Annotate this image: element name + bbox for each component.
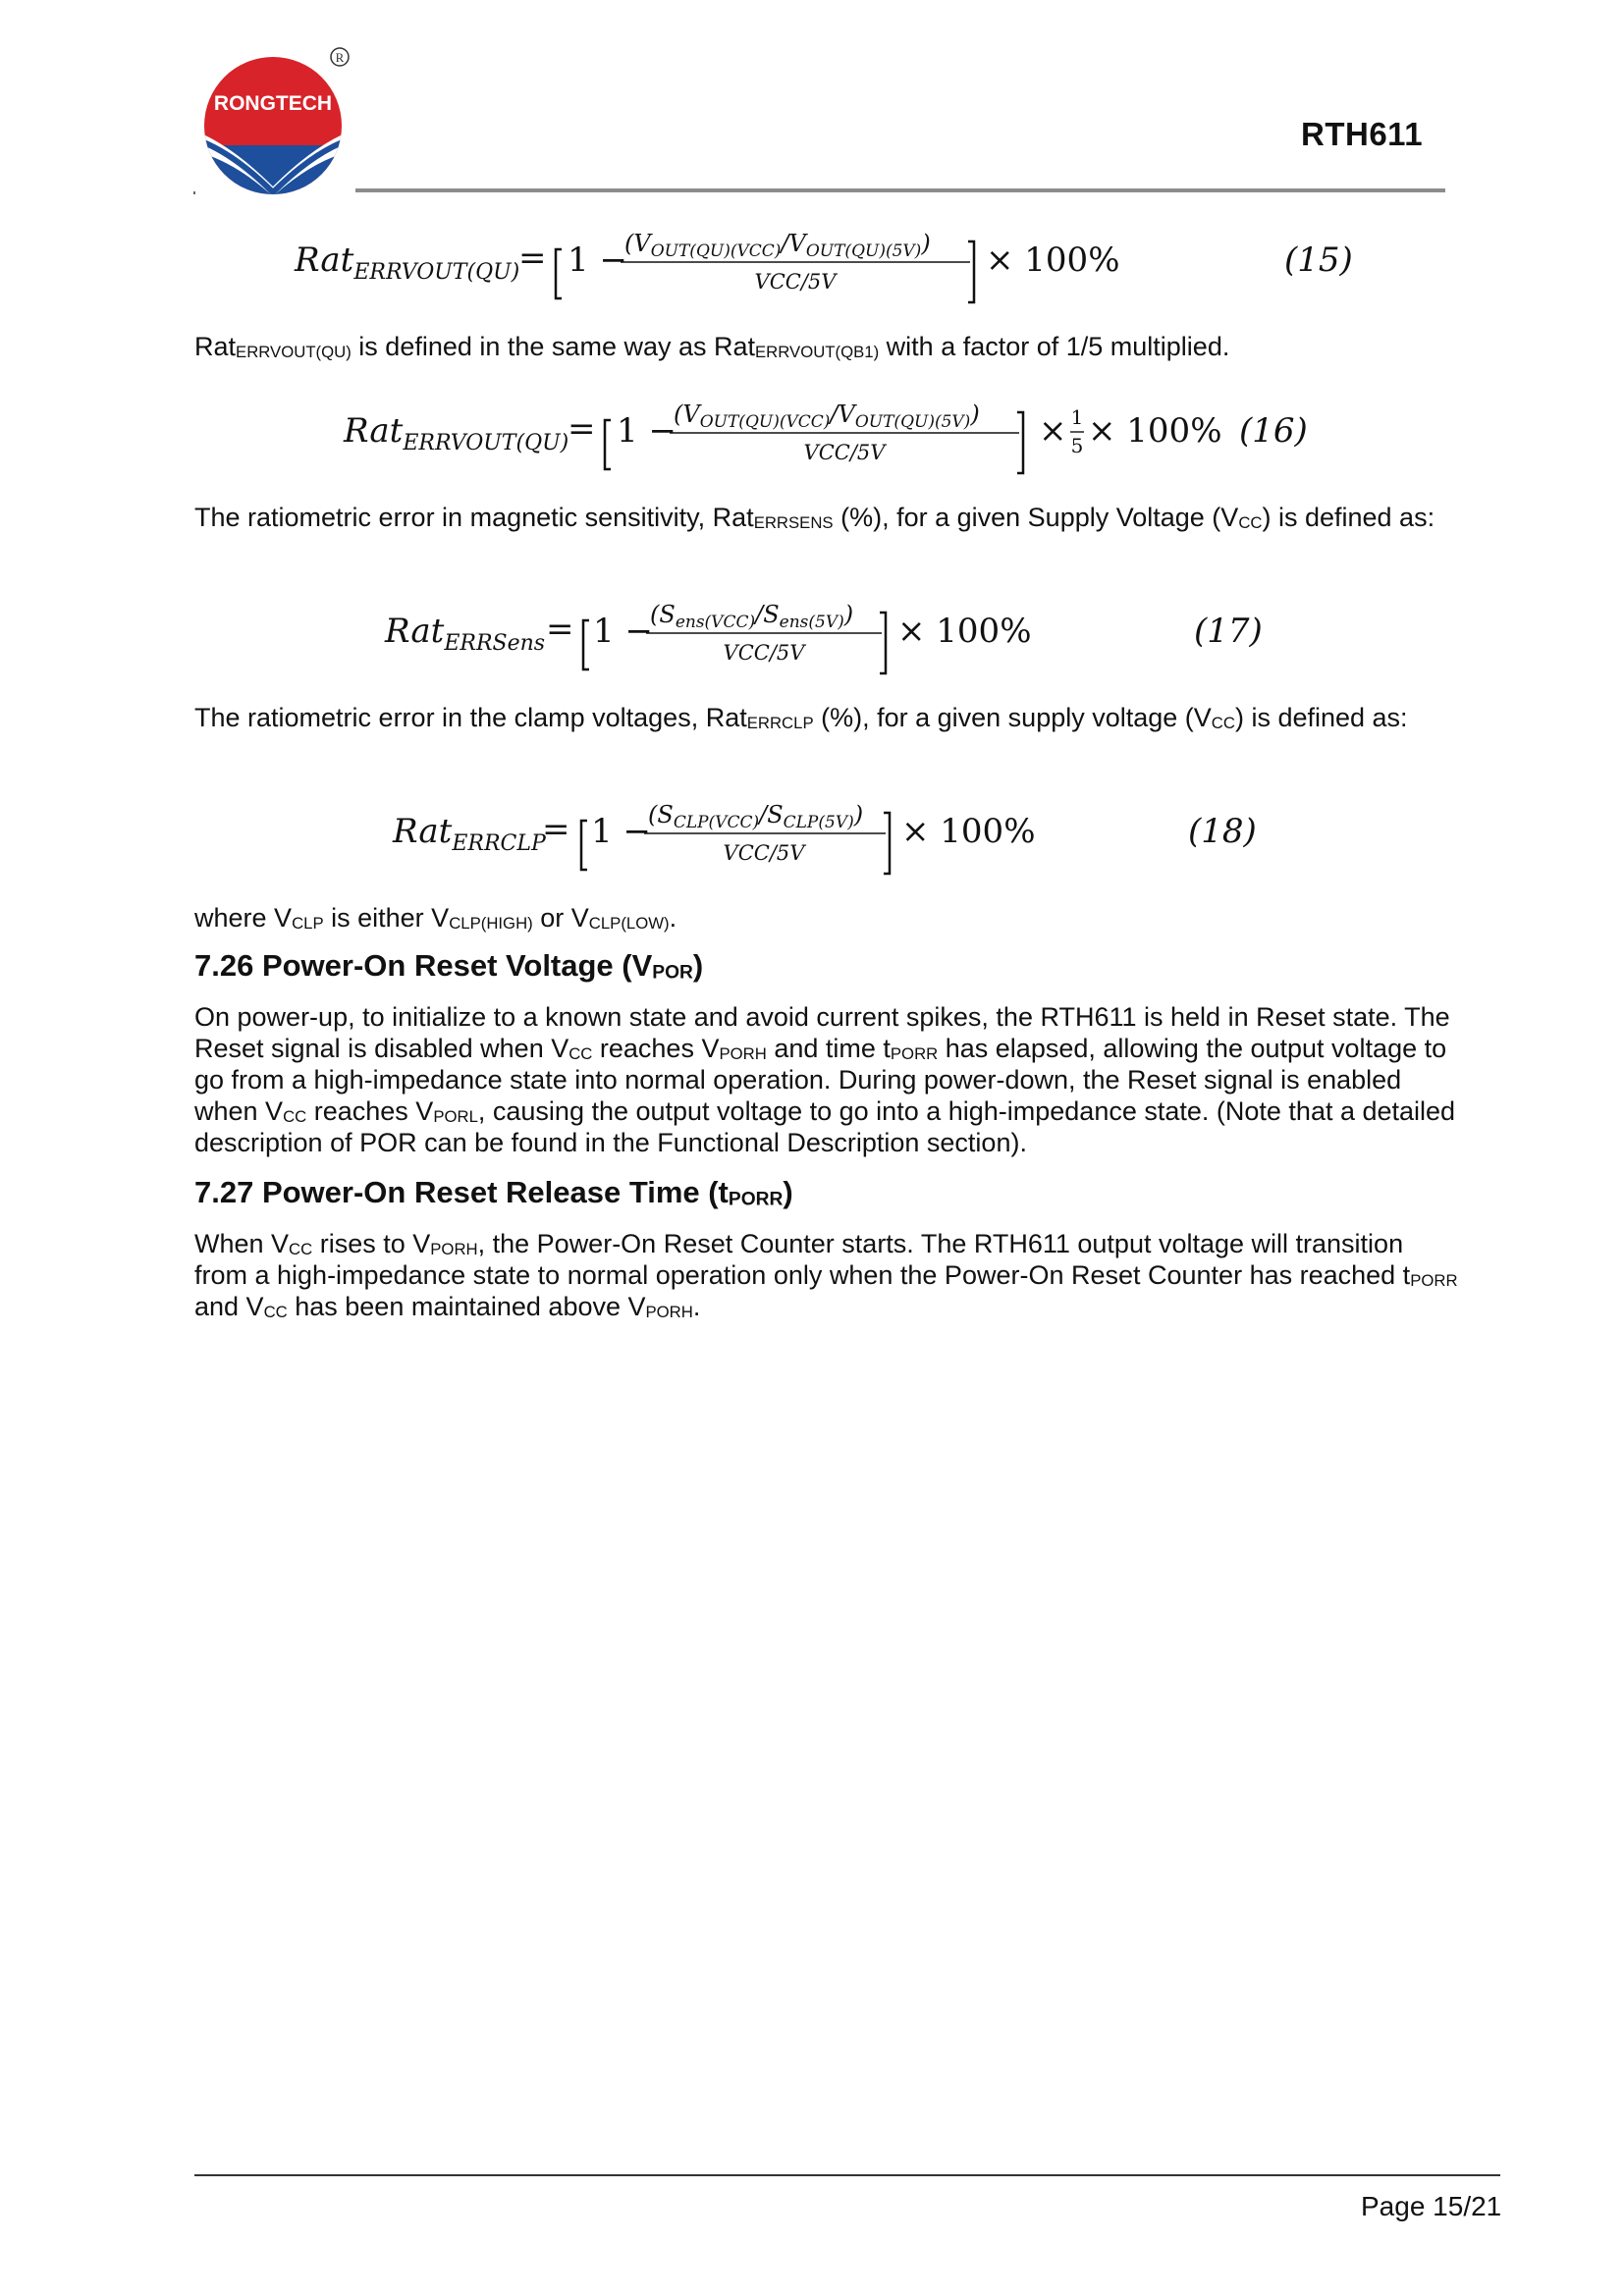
left-bracket (556, 249, 562, 298)
equation-15 (0, 210, 1624, 318)
svg-text:× 100%: × 100% (901, 812, 1036, 851)
left-bracket (581, 821, 587, 870)
svg-text:(VOUT(QU)(VCC)/VOUT(QU)(5V)): $(V_{OUT(QU)(VCC)}/V_{OUT(QU)(5V)})$ (624, 230, 931, 261)
svg-text:1 −: 1 − (568, 240, 627, 280)
svg-text:RatERRVOUT(QU): Rat$_{ERRVOUT(QU)}$ (295, 240, 520, 285)
right-bracket (1017, 412, 1023, 473)
svg-text:=: = (546, 610, 574, 649)
footer-rule (194, 2174, 1500, 2176)
svg-text:RatERRVOUT(QU): Rat$_{ERRVOUT(QU)}$ (344, 411, 569, 455)
svg-text:5: 5 (1070, 434, 1084, 457)
paragraph-por-release: When $V_{CC}$ rises to $V_{PORH}$, the Power-On Reset Counter starts. The RTH611 output voltage will transition from a high-impedance state to normal operation only when the Power-On Reset Counter has reached $t_{PORR}$ and $V_{CC}$ has been maintained above $V_{PORH}$. (194, 1229, 1458, 1321)
right-bracket (884, 813, 890, 874)
svg-text:=: = (518, 239, 547, 278)
right-bracket (968, 241, 974, 302)
equation-number: (16) (1239, 411, 1308, 451)
equation-number: (18) (1188, 812, 1257, 851)
svg-text:=: = (568, 409, 596, 449)
svg-text:VCC/5V: VCC/5V (754, 270, 837, 294)
paragraph-sens-error: The ratiometric error in magnetic sensitivity, Rat$_{ERRSENS}$ (%), for a given Supply Voltage $(V_{CC})$ is defined as: (194, 503, 1435, 532)
svg-text:1 −: 1 − (591, 812, 651, 851)
equation-16 (0, 381, 1624, 489)
svg-text:=: = (542, 810, 570, 849)
svg-text:1 −: 1 − (617, 411, 677, 451)
svg-text:× 100%: × 100% (897, 612, 1032, 651)
svg-text:1: 1 (1070, 405, 1084, 429)
page-number: Page 15/21 (1361, 2191, 1502, 2221)
header-tick (193, 191, 195, 194)
left-bracket (583, 620, 589, 669)
equation-number: (17) (1194, 612, 1263, 651)
section-heading-7-26: 7.26 Power-On Reset Voltage $(V_{POR})$ (194, 948, 704, 984)
svg-text:VCC/5V: VCC/5V (723, 641, 805, 665)
svg-text:× 100%: × 100% (986, 240, 1120, 280)
svg-text:RatERRSens: Rat$_{ERRSens}$ (385, 612, 546, 656)
header-rule (355, 188, 1445, 192)
paragraph-vclp: where $V_{CLP}$ is either $V_{CLP(HIGH)}$ or $V_{CLP(LOW)}$. (194, 903, 677, 933)
section-heading-7-27: 7.27 Power-On Reset Release Time $(t_{PORR})$ (194, 1175, 793, 1210)
equation-17 (0, 581, 1624, 689)
left-bracket (605, 420, 611, 469)
paragraph-ratio-definition: Rat$_{ERRVOUT(QU)}$ is defined in the same way as Rat$_{ERRVOUT(QB1)}$ with a factor of 1/5 multiplied. (194, 332, 1230, 361)
rongtech-logo (196, 39, 363, 196)
equation-18 (0, 781, 1624, 889)
svg-text:VCC/5V: VCC/5V (723, 841, 805, 865)
svg-text:(VOUT(QU)(VCC)/VOUT(QU)(5V)): $(V_{OUT(QU)(VCC)}/V_{OUT(QU)(5V)})$ (674, 400, 980, 432)
svg-text:(Sens(VCC)/Sens(5V)): $(S_{ens(VCC)}/S_{ens(5V)})$ (650, 601, 854, 632)
svg-text:(SCLP(VCC)/SCLP(5V)): $(S_{CLP(VCC)}/S_{CLP(5V)})$ (648, 801, 864, 832)
svg-text:×: × (1039, 411, 1067, 451)
document-id: RTH611 (1301, 116, 1424, 152)
svg-text:VCC/5V: VCC/5V (803, 441, 886, 464)
paragraph-por-voltage: On power-up, to initialize to a known state and avoid current spikes, the RTH611 is held in Reset state. The Reset signal is disabled when $V_{CC}$ reaches $V_{PORH}$ and time $t_{PORR}$ has elapsed, allowing the output voltage to go from a high-impedance state into normal operation. During power-down, the Reset signal is enabled when $V_{CC}$ reaches $V_{PORL}$, causing the output voltage to go into a high-impedance state. (Note that a detailed description of POR can be found in the Functional Description section). (194, 1002, 1456, 1157)
right-bracket (880, 613, 886, 673)
paragraph-clamp-error: The ratiometric error in the clamp voltages, Rat$_{ERRCLP}$ (%), for a given supply voltage $(V_{CC})$ is defined as: (194, 703, 1408, 732)
svg-text:× 100%: × 100% (1088, 411, 1222, 451)
logo-wordmark: RONGTECH (213, 92, 333, 115)
registered-mark: R (335, 50, 345, 65)
svg-text:RatERRCLP: Rat$_{ERRCLP}$ (393, 812, 546, 856)
svg-text:1 −: 1 − (593, 612, 653, 651)
equation-number: (15) (1284, 240, 1353, 280)
